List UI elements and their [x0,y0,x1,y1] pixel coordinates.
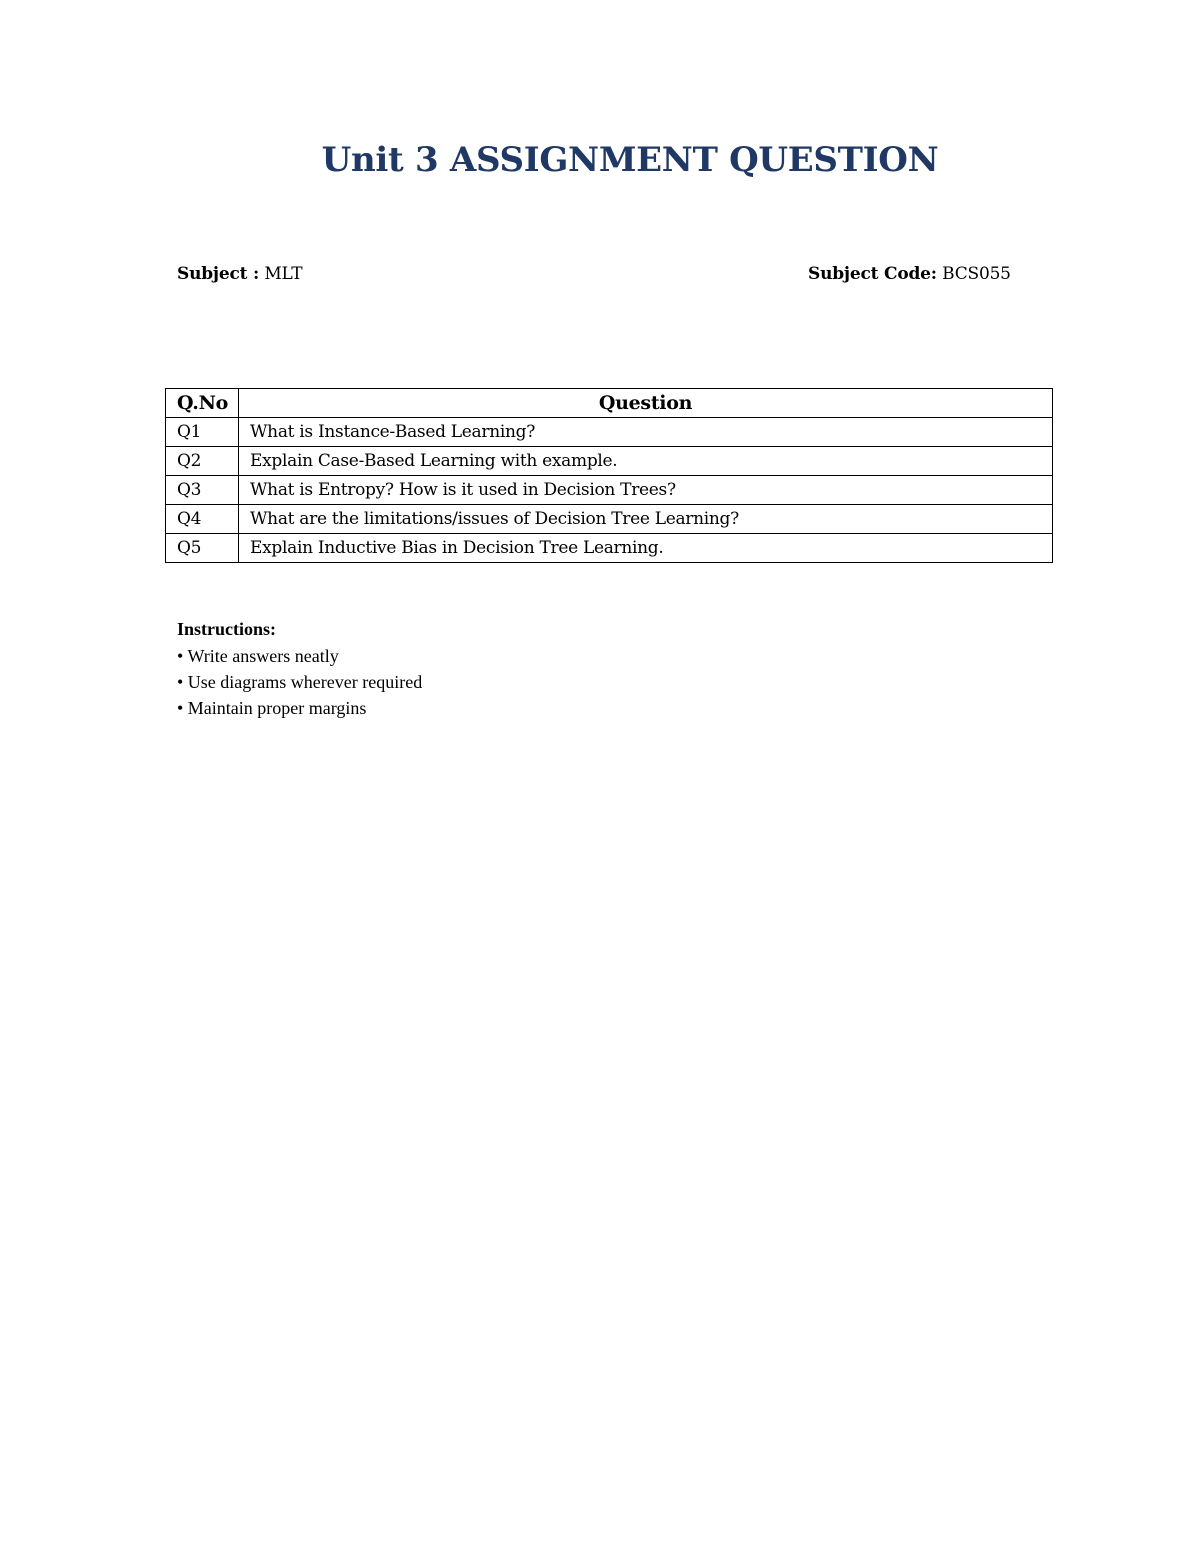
question-number: Q2 [166,447,239,476]
table-row [166,476,1053,505]
subject-code-info [808,264,1011,284]
question-text: Explain Inductive Bias in Decision Tree Learning. [239,534,1053,563]
question-number: Q1 [166,418,239,447]
instructions-heading: Instructions: [177,619,277,639]
table-header-row [166,389,1053,418]
page-title: Unit 3 ASSIGNMENT QUESTION [321,140,939,180]
subject-value: MLT [264,264,303,284]
question-text: What are the limitations/issues of Decision Tree Learning? [239,505,1053,534]
list-item: • Maintain proper margins [177,698,367,718]
table-row [166,418,1053,447]
instructions-list [177,643,422,721]
question-number: Q4 [166,505,239,534]
subject-code-label: Subject Code: [808,264,937,284]
question-text: What is Entropy? How is it used in Decision Trees? [239,476,1053,505]
table-row [166,534,1053,563]
question-number: Q3 [166,476,239,505]
questions-table [165,388,1053,563]
question-text: Explain Case-Based Learning with example. [239,447,1053,476]
table-row [166,447,1053,476]
question-text: What is Instance-Based Learning? [239,418,1053,447]
list-item: • Write answers neatly [177,646,339,666]
subject-label: Subject : [177,264,260,284]
list-item: • Use diagrams wherever required [177,672,423,692]
subject-info [177,264,302,284]
question-number: Q5 [166,534,239,563]
instructions-section [177,616,422,721]
header-qno: Q.No [166,389,239,418]
header-question: Question [239,389,1053,418]
table-row [166,505,1053,534]
subject-code-value: BCS055 [942,264,1011,284]
